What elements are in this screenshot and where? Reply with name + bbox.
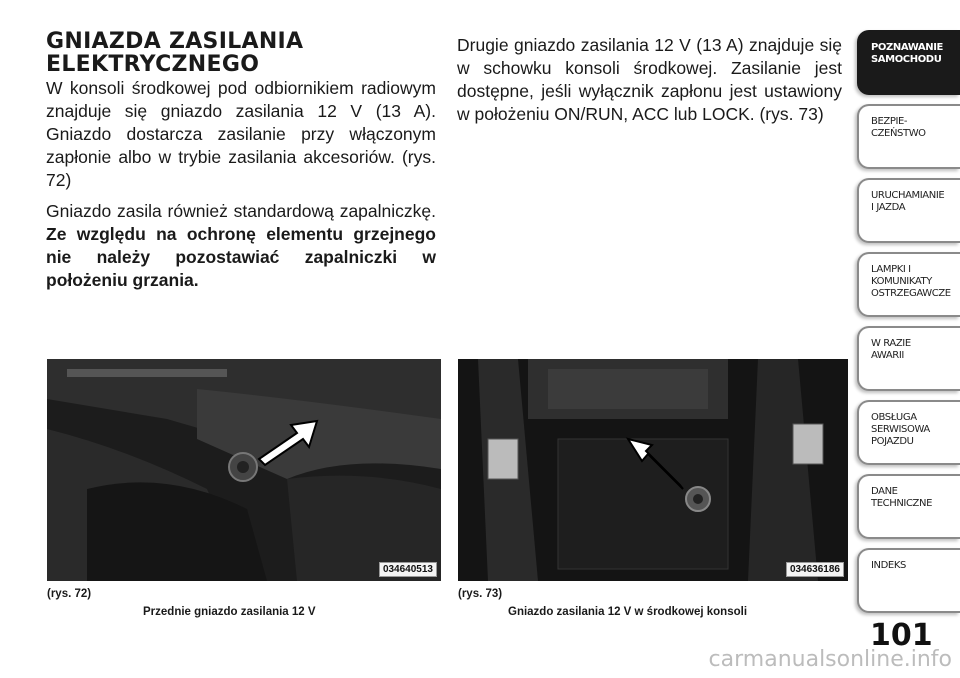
- left-column: [46, 77, 436, 300]
- tab-obsluga[interactable]: [857, 400, 960, 465]
- console-outlet-photo: [458, 359, 848, 581]
- section-heading: [46, 30, 446, 76]
- heading-line-2: ELEKTRYCZNEGO: [46, 52, 260, 77]
- chapter-tabs: [857, 30, 960, 622]
- tab-label: POZNAWANIE SAMOCHODU: [871, 42, 943, 65]
- tab-w-razie-awarii[interactable]: [857, 326, 960, 391]
- tab-poznawanie-samochodu[interactable]: [857, 30, 960, 95]
- right-paragraph-1: Drugie gniazdo zasilania 12 V (13 A) znajduje się w schowku konsoli środkowej. Zasilanie jest dostępne, jeśli wyłącznik zapłonu jest ustawiony w położeniu ON/RUN, ACC lub LOCK. (rys. 73): [457, 35, 842, 124]
- tab-bezpieczenstwo[interactable]: [857, 104, 960, 169]
- left-paragraph-1: W konsoli środkowej pod odbiornikiem radiowym znajduje się gniazdo zasilania 12 V (13 A). Gniazdo dostarcza zasilanie przy włączonym zapłonie albo w trybie zasilania akcesoriów. (rys. 72): [46, 78, 436, 190]
- figure-72-ref: (rys. 72): [47, 588, 92, 600]
- tab-label: URUCHAMIANIE I JAZDA: [871, 190, 945, 213]
- tab-lampki[interactable]: [857, 252, 960, 317]
- figure-73-ref: (rys. 73): [458, 588, 503, 600]
- left-paragraph-2: [46, 200, 436, 292]
- figure-code: 034636186: [786, 562, 844, 577]
- figure-front-power-outlet: [47, 359, 441, 581]
- left-paragraph-2-text: Gniazdo zasila również standardową zapalniczkę.: [46, 201, 436, 221]
- tab-label: OBSŁUGA SERWISOWA POJAZDU: [871, 412, 930, 447]
- figure-code: 034640513: [379, 562, 437, 577]
- watermark: carmanualsonline.info: [708, 647, 952, 672]
- page-number: 101: [870, 618, 933, 653]
- figure-72-caption: Przednie gniazdo zasilania 12 V: [143, 606, 316, 618]
- heading-line-1: GNIAZDA ZASILANIA: [46, 29, 304, 54]
- front-outlet-photo: [47, 359, 441, 581]
- tab-label: DANE TECHNICZNE: [871, 486, 932, 509]
- tab-label: BEZPIE- CZEŃSTWO: [871, 116, 926, 139]
- warning-text: Ze względu na ochronę elementu grzejnego nie należy pozostawiać zapalniczki w położeniu grzania.: [46, 224, 436, 290]
- figure-console-power-outlet: [458, 359, 848, 581]
- tab-label: LAMPKI I KOMUNIKATY OSTRZEGAWCZE: [871, 264, 951, 299]
- right-column: [457, 34, 842, 134]
- tab-uruchamianie[interactable]: [857, 178, 960, 243]
- figure-73-caption: Gniazdo zasilania 12 V w środkowej konsoli: [508, 606, 748, 618]
- tab-indeks[interactable]: [857, 548, 960, 613]
- tab-label: W RAZIE AWARII: [871, 338, 911, 361]
- tab-dane-techniczne[interactable]: [857, 474, 960, 539]
- tab-label: INDEKS: [871, 560, 906, 571]
